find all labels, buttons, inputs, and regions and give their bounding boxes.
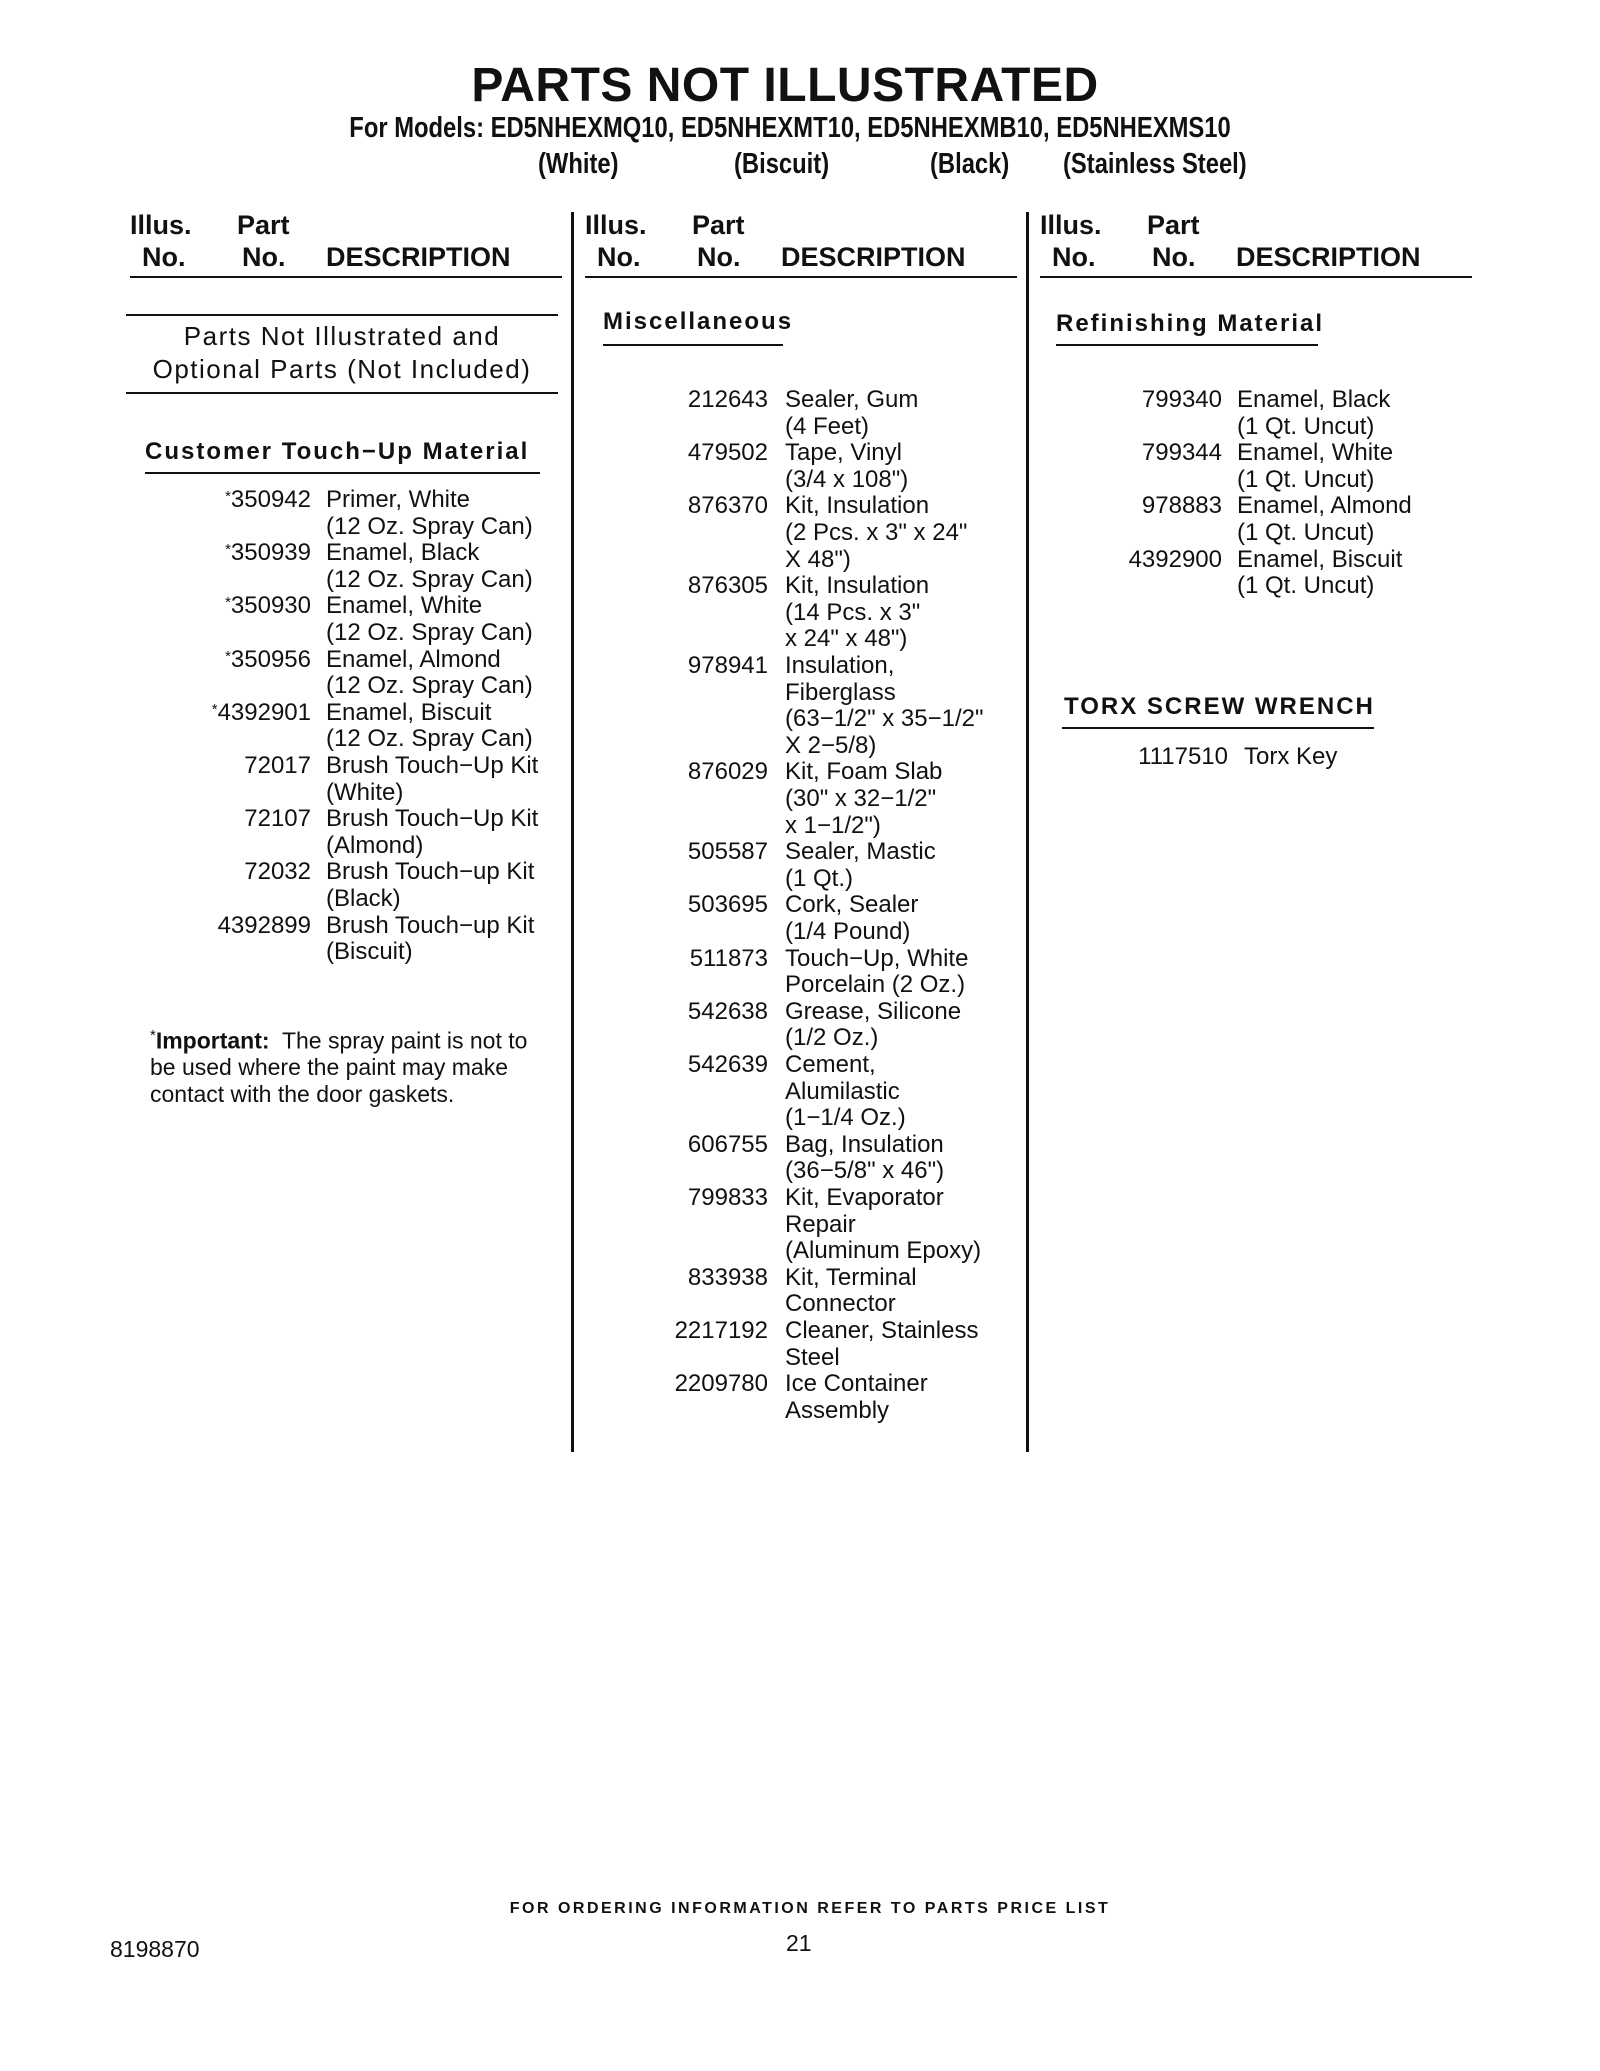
part-description: Tape, Vinyl (3/4 x 108") [785, 439, 909, 493]
header-part-no: No. [242, 242, 286, 272]
header-description: DESCRIPTION [326, 242, 511, 272]
box-line-2: Optional Parts (Not Included) [152, 354, 532, 384]
part-description: Ice Container Assembly [785, 1370, 928, 1424]
part-description: Insulation, Fiberglass (63−1/2" x 35−1/2" X 2−5/8) [785, 652, 984, 759]
part-number [568, 839, 768, 866]
section-title-text: Miscellaneous [603, 308, 794, 335]
part-number-text: 350942 [230, 486, 311, 513]
part-number-text: 350930 [230, 592, 311, 620]
part-description: Enamel, Biscuit (1 Qt. Uncut) [1237, 545, 1403, 600]
color-biscuit: (Biscuit) [734, 148, 830, 180]
part-number-text: 479502 [687, 439, 768, 467]
header-description: DESCRIPTION [781, 242, 966, 272]
asterisk-mark: * [225, 594, 231, 612]
part-description: Kit, Terminal Connector [785, 1263, 917, 1318]
part-number-text: 350939 [230, 539, 311, 567]
part-number [111, 700, 311, 727]
asterisk-mark: * [225, 488, 231, 505]
box-line-1: Parts Not Illustrated and [183, 321, 501, 351]
part-description: Enamel, Almond (1 Qt. Uncut) [1237, 492, 1412, 546]
part-number [111, 593, 311, 620]
part-number-text: 542639 [687, 1051, 768, 1078]
part-number [568, 1265, 768, 1292]
part-number [1022, 387, 1222, 414]
part-number-text: 606755 [687, 1130, 768, 1158]
section-title-text: TORX SCREW WRENCH [1064, 693, 1375, 720]
section-underline [1056, 344, 1318, 346]
part-number [111, 859, 311, 886]
part-number [1022, 547, 1222, 574]
part-number [568, 892, 768, 919]
part-description: Enamel, Black (12 Oz. Spray Can) [326, 539, 533, 593]
color-black: (Black) [930, 148, 1010, 180]
header-rule [1040, 276, 1472, 278]
part-description: Kit, Evaporator Repair (Aluminum Epoxy) [785, 1184, 982, 1265]
header-illus-no: No. [142, 242, 186, 272]
part-number [568, 946, 768, 973]
note-label: Important: [155, 1027, 270, 1054]
part-number-text: 876305 [687, 572, 768, 600]
part-number [568, 1371, 768, 1398]
part-number-text: 212643 [687, 386, 768, 413]
header-part: Part [1147, 210, 1200, 240]
part-number-text: 978883 [1141, 492, 1222, 520]
section-underline [1062, 727, 1374, 729]
part-description: Cement, Alumilastic (1−1/4 Oz.) [785, 1051, 906, 1132]
part-number [568, 493, 768, 520]
part-number-text: 503695 [687, 891, 768, 919]
part-description: Primer, White (12 Oz. Spray Can) [326, 486, 533, 540]
section-title-touchup [145, 438, 529, 466]
section-title-text: Customer Touch−Up Material [145, 438, 530, 465]
part-description: Brush Touch−up Kit (Black) [326, 858, 535, 912]
part-number-text: 542638 [687, 997, 768, 1025]
part-number [111, 540, 311, 567]
part-number-text: 799344 [1141, 439, 1222, 467]
part-number-text: 833938 [687, 1263, 768, 1291]
part-description: Enamel, Almond (12 Oz. Spray Can) [326, 645, 533, 700]
section-underline [603, 344, 783, 346]
page-title: PARTS NOT ILLUSTRATED [471, 59, 1099, 112]
header-part-no: No. [1152, 242, 1196, 272]
section-title-refinishing [1056, 310, 1324, 338]
part-number [111, 913, 311, 940]
part-number [568, 759, 768, 786]
part-number-text: 2217192 [674, 1317, 768, 1344]
header-rule [130, 276, 562, 278]
part-number [568, 387, 768, 414]
part-number [1022, 440, 1222, 467]
header-illus: Illus. [1040, 210, 1102, 240]
section-title-torx [1064, 693, 1375, 721]
part-number-text: 799340 [1141, 386, 1222, 413]
part-description: Cleaner, Stainless Steel [785, 1317, 979, 1371]
part-number-text: 4392900 [1128, 545, 1222, 573]
important-note [150, 1023, 550, 1107]
note-text: The spray paint is not to be used where the paint may make contact with the door gaskets. [150, 1027, 528, 1107]
part-description: Brush Touch−Up Kit (White) [326, 752, 539, 806]
part-number-text: 4392901 [217, 698, 311, 726]
part-number-text: 1117510 [1138, 743, 1228, 770]
part-number-text: 876370 [687, 492, 768, 520]
part-number-text: 511873 [689, 944, 768, 972]
part-number-text: 72107 [244, 805, 311, 833]
optional-parts-box [126, 314, 558, 394]
part-description: Brush Touch−Up Kit (Almond) [326, 805, 539, 859]
part-number [568, 1052, 768, 1079]
asterisk-mark: * [225, 647, 231, 665]
part-number [568, 1132, 768, 1159]
header-part: Part [237, 210, 290, 240]
part-number [111, 647, 311, 674]
part-description: Enamel, Black (1 Qt. Uncut) [1237, 386, 1391, 440]
part-description: Bag, Insulation (36−5/8" x 46") [785, 1130, 945, 1185]
header-rule [585, 276, 1017, 278]
section-title-misc [603, 308, 793, 336]
part-number [568, 653, 768, 680]
part-description: Touch−Up, White Porcelain (2 Oz.) [785, 944, 969, 999]
color-stainless: (Stainless Steel) [1063, 148, 1247, 180]
part-number [111, 753, 311, 780]
part-number [111, 806, 311, 833]
page-number: 21 [786, 1930, 812, 1956]
part-number-text: 4392899 [217, 911, 311, 939]
part-number-text: 978941 [687, 652, 768, 679]
header-description: DESCRIPTION [1236, 242, 1421, 272]
note-mark: * [150, 1027, 156, 1044]
section-underline [145, 472, 540, 474]
part-number [568, 1185, 768, 1212]
models-line: For Models: ED5NHEXMQ10, ED5NHEXMT10, ED5NHEXMB10, ED5NHEXMS10 [349, 112, 1231, 144]
asterisk-mark: * [211, 700, 218, 718]
part-description: Kit, Insulation (14 Pcs. x 3" x 24" x 48") [785, 572, 930, 653]
part-number [1028, 744, 1228, 771]
header-illus: Illus. [130, 210, 192, 240]
section-title-text: Refinishing Material [1056, 310, 1325, 337]
part-description: Sealer, Gum (4 Feet) [785, 386, 919, 440]
part-description: Sealer, Mastic (1 Qt.) [785, 838, 936, 892]
part-number-text: 72032 [244, 858, 311, 886]
part-description: Grease, Silicone (1/2 Oz.) [785, 997, 962, 1052]
document-number: 8198870 [110, 1936, 200, 1962]
part-description: Torx Key [1244, 743, 1338, 770]
part-number-text: 2209780 [674, 1370, 768, 1398]
part-description: Cork, Sealer (1/4 Pound) [785, 891, 919, 945]
header-illus-no: No. [1052, 242, 1096, 272]
header-illus-no: No. [597, 242, 641, 272]
part-number [568, 440, 768, 467]
part-number-text: 876029 [687, 758, 768, 786]
part-description: Enamel, Biscuit (12 Oz. Spray Can) [326, 698, 533, 753]
part-number-text: 350956 [230, 645, 311, 673]
part-description: Brush Touch−up Kit (Biscuit) [326, 911, 535, 966]
header-part-no: No. [697, 242, 741, 272]
header-illus: Illus. [585, 210, 647, 240]
part-description: Kit, Insulation (2 Pcs. x 3" x 24" X 48") [785, 492, 968, 573]
part-number-text: 72017 [244, 752, 311, 779]
part-number [111, 487, 311, 514]
part-number [568, 999, 768, 1026]
color-white: (White) [538, 148, 619, 180]
part-number [568, 573, 768, 600]
part-description: Enamel, White (1 Qt. Uncut) [1237, 439, 1394, 493]
part-description: Kit, Foam Slab (30" x 32−1/2" x 1−1/2") [785, 758, 943, 839]
part-number-text: 505587 [687, 838, 768, 866]
asterisk-mark: * [225, 541, 231, 559]
ordering-info: FOR ORDERING INFORMATION REFER TO PARTS PRICE LIST [509, 1900, 1111, 1917]
part-number [568, 1318, 768, 1345]
part-number-text: 799833 [687, 1184, 768, 1211]
part-number [1022, 493, 1222, 520]
header-part: Part [692, 210, 745, 240]
part-description: Enamel, White (12 Oz. Spray Can) [326, 592, 533, 646]
